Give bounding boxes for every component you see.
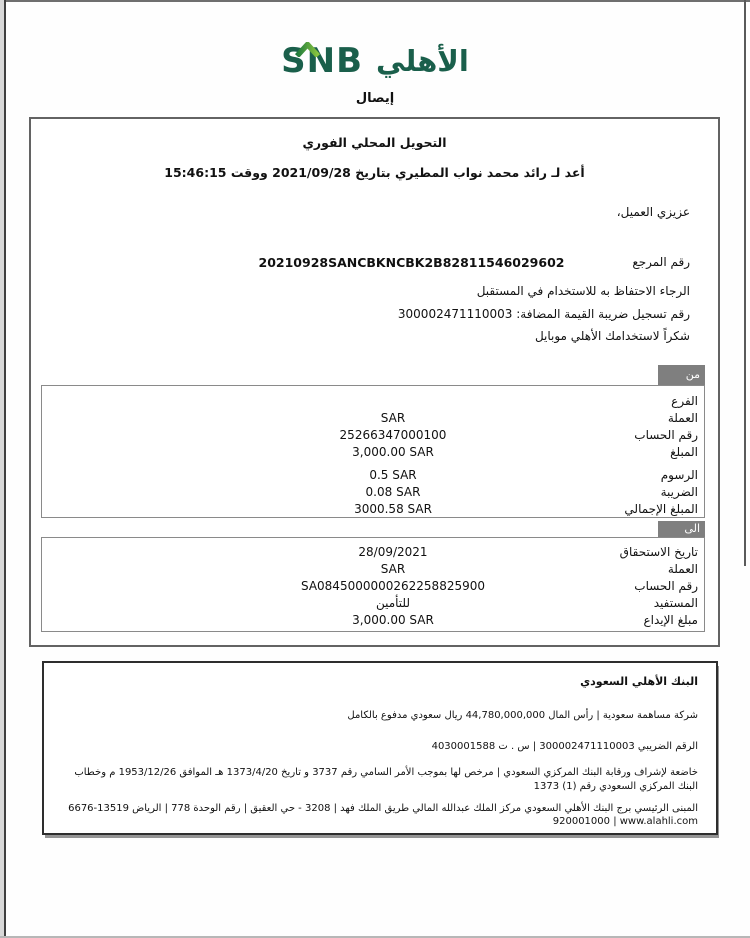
field-label: الفرع: [671, 394, 698, 408]
field-label: المبلغ الإجمالي: [624, 502, 698, 516]
from-row-amount: [42, 444, 704, 461]
receipt-label: إيصال: [355, 91, 395, 106]
snb-text: SNB: [281, 41, 364, 81]
field-value: 0.5 SAR: [369, 468, 417, 482]
field-label: رقم الحساب: [634, 579, 698, 593]
field-value: 25266347000100: [339, 428, 447, 442]
field-label: المبلغ: [670, 445, 698, 459]
field-value: SAR: [380, 562, 406, 576]
field-value: 28/09/2021: [358, 545, 428, 559]
from-row-total: [42, 501, 704, 518]
field-value: 3,000.00 SAR: [352, 613, 434, 627]
from-row-fees: [42, 467, 704, 484]
snb-wordmark: [281, 41, 364, 81]
scan-edge-right-line: [744, 0, 746, 566]
transfer-type-title: التحويل المحلي الفوري: [302, 135, 447, 150]
phone-website-line: 920001000 | www.alahli.com: [552, 816, 698, 827]
field-label: الضريبة: [660, 485, 698, 499]
from-row-account: [42, 427, 704, 444]
vat-registration-line: رقم تسجيل ضريبة القيمة المضافة: 300002471110003: [397, 307, 690, 321]
bank-name: البنك الأهلي السعودي: [580, 675, 698, 688]
from-row-tax: [42, 484, 704, 501]
reference-label: رقم المرجع: [632, 255, 690, 269]
from-row-currency: [42, 410, 704, 427]
tax-cr-line: الرقم الضريبي 300002471110003 | س . ت 4030001588: [431, 741, 698, 752]
field-label: مبلغ الإيداع: [643, 613, 698, 627]
scan-edge-left-line: [4, 0, 6, 938]
to-row-account: [42, 578, 704, 595]
to-row-due-date: [42, 544, 704, 561]
from-section-box: [41, 385, 705, 518]
regulator-line: خاضعة لإشراف ورقابة البنك المركزي السعودي | مرخص لها بموجب الأمر السامي رقم 3737 و تاريخ 1373/4/20 هـ الموافق 1953/12/26 م وخطاب البنك المركزي السعودي رقم (1) 1373: [74, 767, 698, 792]
alahli-text: الأهلي: [376, 43, 469, 78]
field-value: SAR: [380, 411, 406, 425]
from-row-branch: [42, 393, 704, 410]
to-row-deposit-amount: [42, 612, 704, 629]
bank-logo: [0, 41, 750, 81]
snb-chevron-icon: [294, 29, 321, 44]
field-label: المستفيد: [653, 596, 698, 610]
field-value: للتأمين: [375, 596, 411, 610]
field-value: 3000.58 SAR: [354, 502, 432, 516]
to-section-box: [41, 537, 705, 632]
field-label: الرسوم: [660, 468, 698, 482]
field-label: رقم الحساب: [634, 428, 698, 442]
to-section-tab: الى: [658, 521, 705, 537]
company-capital-line: شركة مساهمة سعودية | رأس المال 44,780,000,000 ريال سعودي مدفوع بالكامل: [347, 710, 698, 721]
from-section-tab: من: [658, 365, 705, 385]
field-value: 3,000.00 SAR: [352, 445, 434, 459]
reference-value: 20210928SANCBKNCBK2B82811546029602: [258, 255, 565, 270]
field-label: العملة: [667, 562, 698, 576]
bank-info-box: [42, 661, 718, 835]
thanks-line: شكراً لاستخدامك الأهلي موبايل: [534, 329, 690, 343]
to-row-beneficiary: [42, 595, 704, 612]
scan-edge-top: [0, 0, 750, 2]
address-line: المبنى الرئيسي برج البنك الأهلي السعودي مركز الملك عبدالله المالي طريق الملك فهد | 3208 - حي العقيق | رقم الوحدة 778 | الرياض 13519-6676: [68, 803, 698, 814]
field-label: تاريخ الاستحقاق: [619, 545, 698, 559]
prepared-for-line: أعد لـ رائد محمد نواب المطيري بتاريخ 2021/09/28 ووقت 15:46:15: [164, 165, 585, 180]
field-label: العملة: [667, 411, 698, 425]
field-value: 0.08 SAR: [365, 485, 421, 499]
field-value: SA0845000000262258825900: [300, 579, 485, 593]
customer-greeting: عزيزي العميل،: [616, 205, 690, 219]
reference-row: [59, 255, 690, 272]
to-row-currency: [42, 561, 704, 578]
keep-note: الرجاء الاحتفاظ به للاستخدام في المستقبل: [476, 284, 690, 298]
